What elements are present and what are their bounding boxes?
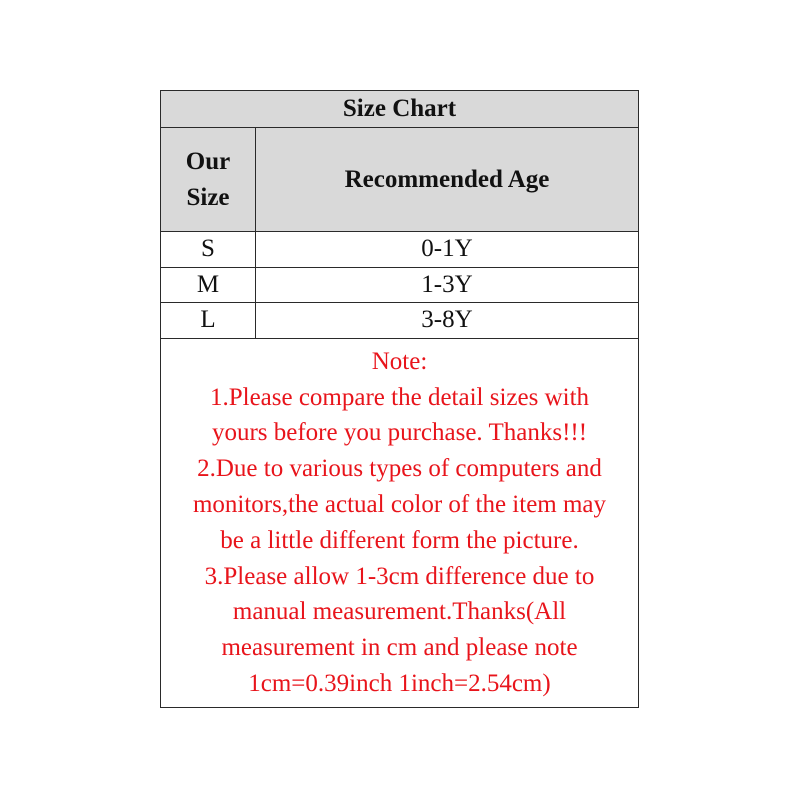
age-cell: 3-8Y — [421, 306, 473, 334]
note-line: 1cm=0.39inch 1inch=2.54cm) — [248, 669, 551, 697]
note-line: monitors,the actual color of the item may — [192, 490, 607, 518]
table-row — [161, 303, 638, 339]
size-chart-title: Size Chart — [161, 91, 638, 128]
note-heading: Note: — [371, 347, 428, 375]
note-line: yours before you purchase. Thanks!!! — [211, 419, 588, 447]
note-line: 3.Please allow 1-3cm difference due to — [204, 562, 595, 590]
table-header-row — [161, 128, 638, 232]
note-line: be a little different form the picture. — [220, 526, 579, 554]
size-cell: L — [161, 303, 256, 338]
note-section — [161, 339, 638, 708]
age-cell: 0-1Y — [421, 235, 473, 263]
size-cell: M — [161, 268, 256, 303]
note-line: manual measurement.Thanks(All — [232, 598, 567, 626]
size-cell: S — [161, 232, 256, 267]
header-our-size — [161, 128, 256, 231]
note-line: 2.Due to various types of computers and — [197, 455, 602, 483]
table-row — [161, 268, 638, 304]
age-cell: 1-3Y — [421, 270, 473, 298]
note-line: measurement in cm and please note — [221, 634, 578, 662]
header-recommended-age: Recommended Age — [344, 165, 550, 193]
table-row — [161, 232, 638, 268]
size-chart-table — [160, 90, 639, 708]
header-our-size-label: Our Size — [185, 147, 231, 211]
note-line: 1.Please compare the detail sizes with — [209, 383, 590, 411]
